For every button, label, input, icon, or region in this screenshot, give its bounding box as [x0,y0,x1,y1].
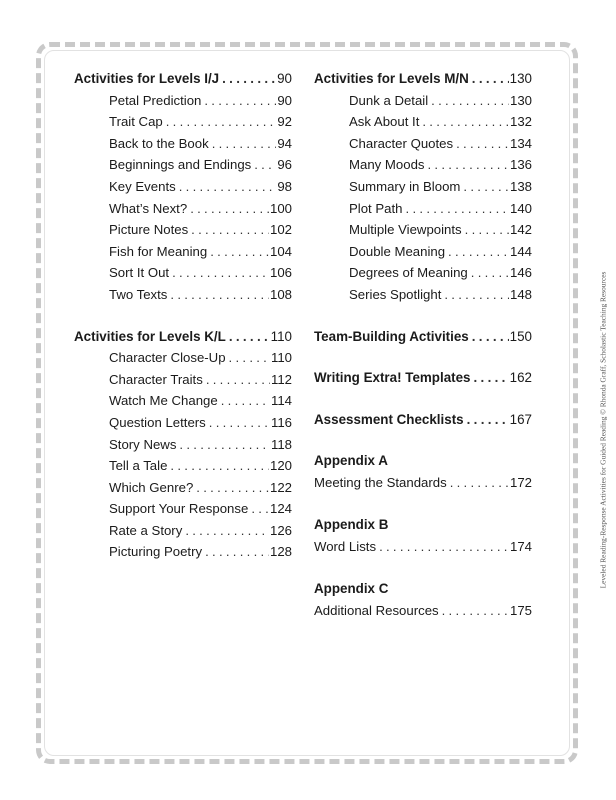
toc-entry-title: Two Texts [109,286,168,302]
toc-entry-two-texts[interactable] [74,284,292,306]
dot-leader [450,472,509,494]
toc-entry-title: Double Meaning [349,243,446,259]
toc-entry-character-traits[interactable] [74,369,292,391]
toc-page-number: 110 [270,328,292,344]
side-credit-text: Leveled Reading-Response Activities for Guided Reading © Rhonda Graff, Scholastic Teaching Resources [598,271,608,589]
toc-entry-title: Support Your Response [109,501,249,517]
toc-entry-title: Plot Path [349,200,403,216]
toc-page-number: 116 [270,414,292,430]
toc-entry-support-your-response[interactable] [74,498,292,520]
toc-entry-series-spotlight[interactable] [314,284,532,306]
toc-entry-what-s-next[interactable] [74,198,292,220]
toc-page-number: 108 [269,286,292,302]
toc-entry-title: Petal Prediction [109,92,202,108]
toc-page-number: 122 [269,479,292,495]
toc-section-assessment-checklists[interactable] [314,409,532,431]
toc-page-number: 134 [509,135,532,151]
toc-entry-title: Activities for Levels M/N [314,71,469,86]
toc-entry-ask-about-it[interactable] [314,111,532,133]
dot-leader [431,90,509,112]
toc-entry-title: Writing Extra! Templates [314,370,471,386]
toc-section-activities-for-levels-k-l[interactable] [74,326,292,348]
toc-entry-title: Many Moods [349,157,425,173]
toc-entry-title: Dunk a Detail [349,92,429,108]
toc-page-number: 140 [509,200,532,216]
appendix-heading-appendix-a: Appendix A [314,453,388,469]
dot-leader [456,133,509,155]
section-spacer [314,430,532,450]
toc-entry-degrees-of-meaning[interactable] [314,262,532,284]
section-spacer [314,558,532,578]
toc-left-column [74,68,292,563]
toc-entry-title: Picturing Poetry [109,544,203,560]
toc-entry-rate-a-story[interactable] [74,520,292,542]
toc-page-number: 150 [509,328,532,344]
toc-entry-double-meaning[interactable] [314,241,532,263]
toc-page-number: 124 [269,501,292,517]
toc-page-number: 148 [509,286,532,302]
toc-entry-meeting-the-standards[interactable] [314,472,532,494]
section-spacer [314,347,532,367]
toc-entry-title: Story News [109,436,177,452]
toc-entry-title: Trait Cap [109,114,163,130]
toc-entry-title: Assessment Checklists [314,411,464,427]
toc-entry-question-letters[interactable] [74,412,292,434]
toc-entry-title: Rate a Story [109,522,183,538]
toc-entry-title: Degrees of Meaning [349,265,468,281]
toc-entry-sort-it-out[interactable] [74,262,292,284]
toc-page-number: 128 [269,544,292,560]
section-spacer [314,494,532,514]
toc-entry-title: Character Quotes [349,135,454,151]
toc-right-column [314,68,532,621]
toc-entry-title: Picture Notes [109,222,189,238]
toc-page-number: 175 [509,602,532,618]
toc-page-number: 142 [509,222,532,238]
dot-leader [196,477,269,499]
toc-page-number: 126 [269,522,292,538]
toc-entry-title: Activities for Levels K/L [74,328,226,344]
toc-entry-title: Additional Resources [314,602,439,618]
toc-entry-title: Multiple Viewpoints [349,222,462,238]
toc-entry-which-genre[interactable] [74,477,292,499]
toc-entry-title: Tell a Tale [109,458,168,474]
toc-entry-title: Activities for Levels I/J [74,71,220,86]
toc-page-number: 110 [270,350,292,366]
dot-leader [406,198,509,220]
toc-entry-many-moods[interactable] [314,154,532,176]
dot-leader [471,262,509,284]
toc-entry-dunk-a-detail[interactable] [314,90,532,112]
dot-leader [229,347,270,369]
toc-page-number: 167 [509,411,532,427]
dot-leader [206,369,270,391]
toc-page-number: 144 [509,243,532,259]
dot-leader [209,412,270,434]
dot-leader [448,241,509,263]
section-spacer [74,306,292,326]
toc-entry-trait-cap[interactable] [74,111,292,133]
dot-leader [428,154,509,176]
dot-leader [254,154,276,176]
toc-entry-title: Summary in Bloom [349,178,461,194]
toc-entry-title: Character Traits [109,371,203,387]
toc-page-number: 90 [277,71,292,86]
dot-leader [463,176,509,198]
toc-page-number: 120 [269,458,292,474]
dot-leader [467,409,509,431]
toc-entry-fish-for-meaning[interactable] [74,241,292,263]
toc-entry-title: Which Genre? [109,479,194,495]
dot-leader [472,326,509,348]
dot-leader [179,434,270,456]
dot-leader [229,326,270,348]
toc-entry-story-news[interactable] [74,434,292,456]
dot-leader [191,219,269,241]
toc-page-number: 104 [269,243,292,259]
toc-entry-word-lists[interactable] [314,536,532,558]
toc-entry-title: Sort It Out [109,265,170,281]
toc-entry-title: Fish for Meaning [109,243,208,259]
side-credit-line [596,220,610,640]
toc-entry-watch-me-change[interactable] [74,390,292,412]
dot-leader [442,600,509,622]
toc-page-number: 98 [277,178,292,194]
toc-page-number: 96 [277,157,292,173]
dot-leader [204,90,276,112]
toc-entry-summary-in-bloom[interactable] [314,176,532,198]
toc-entry-title: Series Spotlight [349,286,442,302]
toc-page-number: 114 [270,393,292,409]
toc-entry-back-to-the-book[interactable] [74,133,292,155]
toc-page-number: 172 [509,475,532,491]
toc-page-number: 174 [509,538,532,554]
section-spacer [314,306,532,326]
dot-leader [185,520,269,542]
toc-entry-title: Character Close-Up [109,350,226,366]
toc-entry-title: Beginnings and Endings [109,157,252,173]
toc-entry-title: Word Lists [314,538,377,554]
toc-entry-additional-resources[interactable] [314,600,532,622]
toc-page-number: 100 [269,200,292,216]
toc-page-number: 130 [509,71,532,86]
dot-leader [465,219,509,241]
toc-page-number: 162 [509,370,532,386]
toc-entry-character-close-up[interactable] [74,347,292,369]
dot-leader [222,68,276,90]
toc-entry-picture-notes[interactable] [74,219,292,241]
dot-leader [190,198,269,220]
dot-leader [212,133,277,155]
toc-page-number: 90 [277,92,292,108]
toc-entry-petal-prediction[interactable] [74,90,292,112]
toc-entry-key-events[interactable] [74,176,292,198]
toc-page-number: 92 [277,114,292,130]
toc-section-writing-extra-templates[interactable] [314,367,532,389]
appendix-heading-appendix-b: Appendix B [314,516,389,532]
section-spacer [314,389,532,409]
toc-page-number: 118 [270,436,292,452]
toc-page-number: 112 [270,371,292,387]
toc-page-number: 136 [509,157,532,173]
dot-leader [251,498,269,520]
toc-page-number: 132 [509,114,532,130]
dot-leader [379,536,509,558]
dot-leader [205,541,269,563]
dot-leader [221,390,270,412]
dot-leader [474,367,509,389]
dot-leader [472,68,509,90]
toc-entry-title: Meeting the Standards [314,475,447,491]
dot-leader [170,284,269,306]
dot-leader [444,284,509,306]
toc-page-number: 130 [509,92,532,108]
toc-section-activities-for-levels-i-j[interactable] [74,68,292,90]
toc-entry-plot-path[interactable] [314,198,532,220]
toc-page-number: 102 [269,222,292,238]
toc-page-number: 106 [269,265,292,281]
toc-entry-title: Team-Building Activities [314,328,469,344]
dot-leader [179,176,277,198]
toc-entry-title: Watch Me Change [109,393,218,409]
toc-page-number: 94 [277,135,292,151]
dot-leader [210,241,269,263]
toc-section-activities-for-levels-m-n[interactable] [314,68,532,90]
toc-entry-title: Key Events [109,178,176,194]
toc-page-number: 146 [509,265,532,281]
toc-section-team-building-activities[interactable] [314,326,532,348]
toc-page-number: 138 [509,178,532,194]
toc-entry-tell-a-tale[interactable] [74,455,292,477]
dot-leader [172,262,269,284]
dot-leader [422,111,509,133]
toc-entry-title: Question Letters [109,414,206,430]
dot-leader [170,455,269,477]
toc-entry-title: What’s Next? [109,200,188,216]
toc-entry-title: Ask About It [349,114,420,130]
appendix-heading-appendix-c: Appendix C [314,580,389,596]
toc-entry-picturing-poetry[interactable] [74,541,292,563]
dot-leader [166,111,277,133]
toc-entry-multiple-viewpoints[interactable] [314,219,532,241]
toc-entry-title: Back to the Book [109,135,209,151]
toc-entry-character-quotes[interactable] [314,133,532,155]
toc-entry-beginnings-and-endings[interactable] [74,154,292,176]
